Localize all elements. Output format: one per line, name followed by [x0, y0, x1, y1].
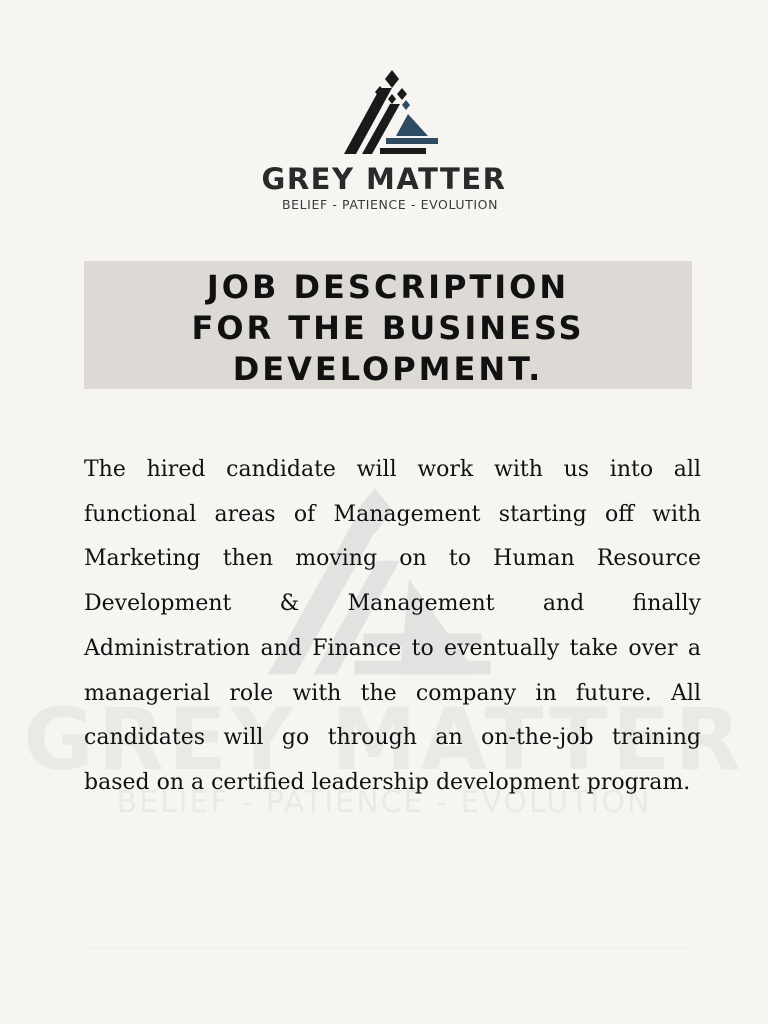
- brand-tagline: BELIEF - PATIENCE - EVOLUTION: [281, 197, 499, 212]
- divider: [84, 948, 692, 949]
- brand-name: GREY MATTER: [261, 162, 507, 196]
- title-band: [84, 261, 692, 389]
- title-line-1: JOB DESCRIPTION: [206, 268, 570, 306]
- grey-matter-logo-icon: [336, 70, 446, 158]
- job-description-paragraph: The hired candidate will work with us into all functional areas of Management starting off with Marketing then moving on to Human Resource Development & Management and finally Administration and Finance to eventually take over a managerial role with the company in future. All candidates will go through an on-the-job training based on a certified leadership development program.: [84, 457, 701, 795]
- title-line-2: FOR THE BUSINESS: [191, 309, 585, 347]
- page-title: [84, 267, 692, 390]
- title-line-3: DEVELOPMENT.: [232, 350, 544, 388]
